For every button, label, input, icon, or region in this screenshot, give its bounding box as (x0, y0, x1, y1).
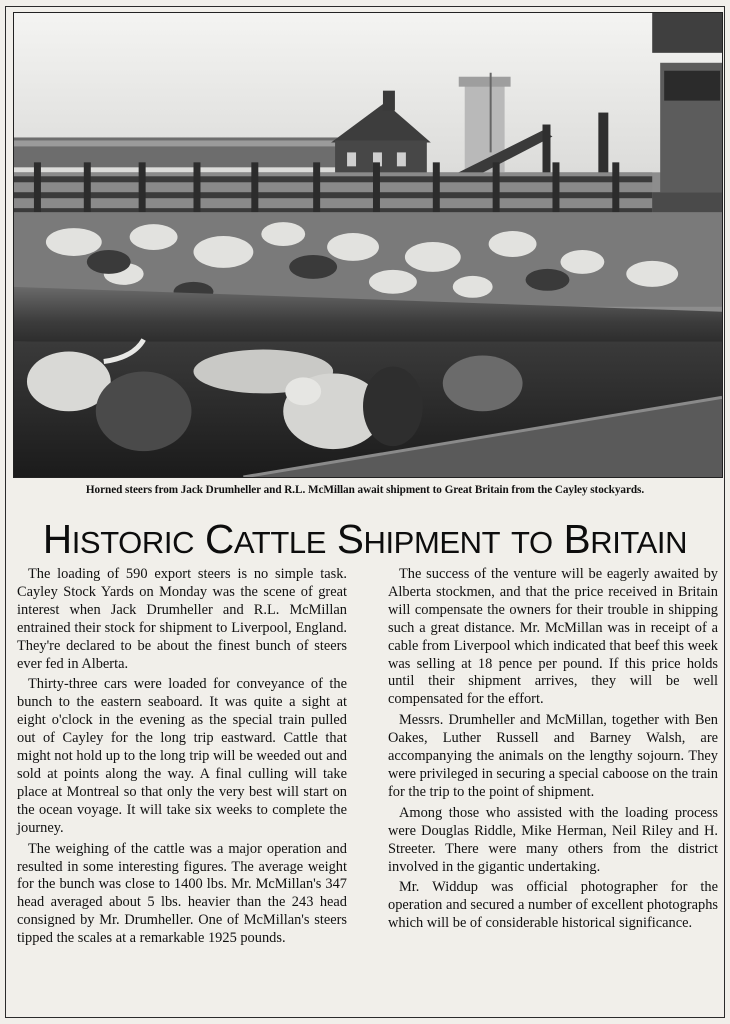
paragraph: Thirty-three cars were loaded for conveyance of the bunch to the eastern seaboard. It was quite a sight at eight o'clock in the evening as the special train pulled out of Cayley for the long trip eastward. Cattle that might not hold up to the long trip will be weeded out and sold at points along the way. A final culling will take place at Montreal so that only the very best will start on the ocean voyage. It will take six weeks to complete the journey. (17, 676, 347, 836)
headline-word: SHIPMENT (336, 516, 501, 562)
article-column-right (388, 566, 718, 936)
headline-word: HISTORIC (42, 516, 195, 562)
stockyard-photo-icon (14, 13, 722, 477)
photo-caption: Horned steers from Jack Drumheller and R.L. McMillan await shipment to Great Britain from the Cayley stockyards. (85, 484, 645, 496)
paragraph: The weighing of the cattle was a major operation and resulted in some interesting figures. The average weight for the bunch was close to 1400 lbs. Mr. McMillan's 347 head averaged about 5 lbs. heavier than the 243 head consigned by Mr. Drumheller. One of McMillan's steers tipped the scales at a remarkable 1925 pounds. (17, 840, 347, 947)
paragraph: Mr. Widdup was official photographer for the operation and secured a number of excellent photographs which will be of considerable historical significance. (388, 879, 718, 932)
article-column-left (17, 566, 347, 951)
headline-word: CATTLE (204, 516, 326, 562)
paragraph: Messrs. Drumheller and McMillan, together with Ben Oakes, Luther Russell and Barney Walsh, are accompanying the animals on the lengthy sojourn. They were privileged in securing a special caboose on the train for the trip to the point of shipment. (388, 712, 718, 800)
headline-word: TO (511, 525, 553, 560)
headline-word: BRITAIN (563, 516, 688, 562)
paragraph: The loading of 590 export steers is no simple task. Cayley Stock Yards on Monday was the scene of great interest when Jack Drumheller and R.L. McMillan entrained their stock for shipment to Liverpool, England. They're declared to be about the finest bunch of steers ever fed in Alberta. (17, 566, 347, 672)
paragraph: Among those who assisted with the loading process were Douglas Riddle, Mike Herman, Neil Riley and H. Streeter. There were many others from the district involved in the gigantic undertaking. (388, 804, 718, 875)
headline (8, 514, 722, 568)
stockyard-photo (13, 12, 723, 478)
paragraph: The success of the venture will be eagerly awaited by Alberta stockmen, and that the price received in Britain will compensate the owners for their trouble in shipping such a great distance. Mr. McMillan was in receipt of a cable from Liverpool which indicated that beef this week was selling at 18 pence per pound. If this price holds until their shipment arrives, they will be well compensated for the effort. (388, 566, 718, 708)
